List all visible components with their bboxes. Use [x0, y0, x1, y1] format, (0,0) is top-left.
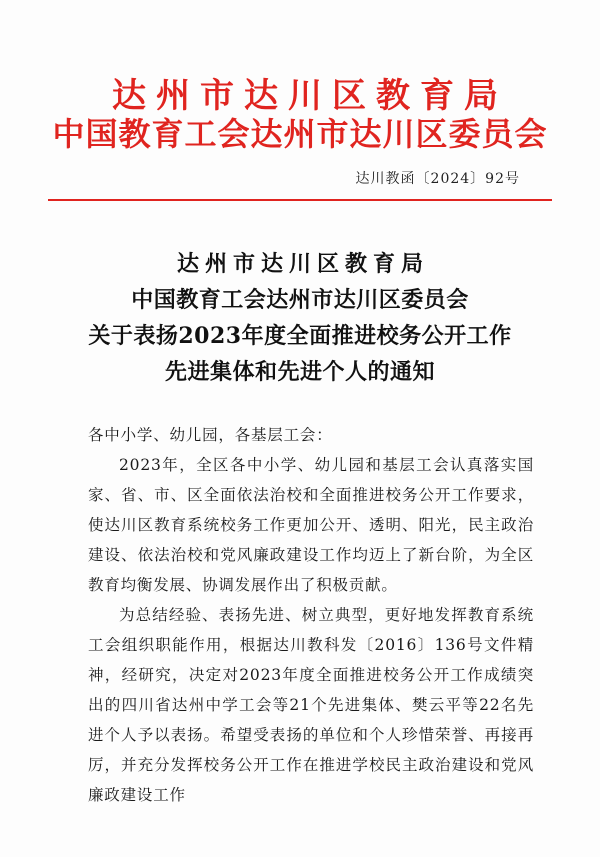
issuing-org-line-2: 中国教育工会达州市达川区委员会	[52, 115, 548, 153]
document-title	[0, 246, 600, 390]
document-number: 达川教函〔2024〕92号	[355, 171, 520, 187]
title-line-3: 关于表扬2023年度全面推进校务公开工作	[88, 323, 512, 349]
body-paragraph-1: 2023年，全区各中小学、幼儿园和基层工会认真落实国家、省、市、区全面依法治校和全面推进校务公开工作要求，使达川区教育系统校务工作更加公开、透明、阳光，民主政治建设、依法治校和党风廉政建设工作均迈上了新台阶，为全区教育均衡发展、协调发展作出了积极贡献。	[88, 456, 534, 594]
issuing-org-line-1: 达州市达川区教育局	[112, 76, 508, 116]
body-paragraph-2: 为总结经验、表扬先进、树立典型，更好地发挥教育系统工会组织职能作用，根据达川教科发〔2016〕136号文件精神，经研究，决定对2023年度全面推进校务公开工作成绩突出的四川省达州中学工会等21个先进集体、樊云平等22名先进个人予以表扬。希望受表扬的单位和个人珍惜荣誉、再接再厉，并充分发挥校务公开工作在推进学校民主政治建设和党风廉政建设工作	[88, 606, 534, 804]
salutation: 各中小学、幼儿园，各基层工会：	[88, 426, 333, 444]
title-line-1: 达州市达川区教育局	[176, 251, 429, 277]
red-divider-line	[48, 199, 552, 201]
title-line-4: 先进集体和先进个人的通知	[164, 359, 435, 385]
title-line-2: 中国教育工会达州市达川区委员会	[131, 287, 469, 313]
document-body	[88, 420, 534, 810]
